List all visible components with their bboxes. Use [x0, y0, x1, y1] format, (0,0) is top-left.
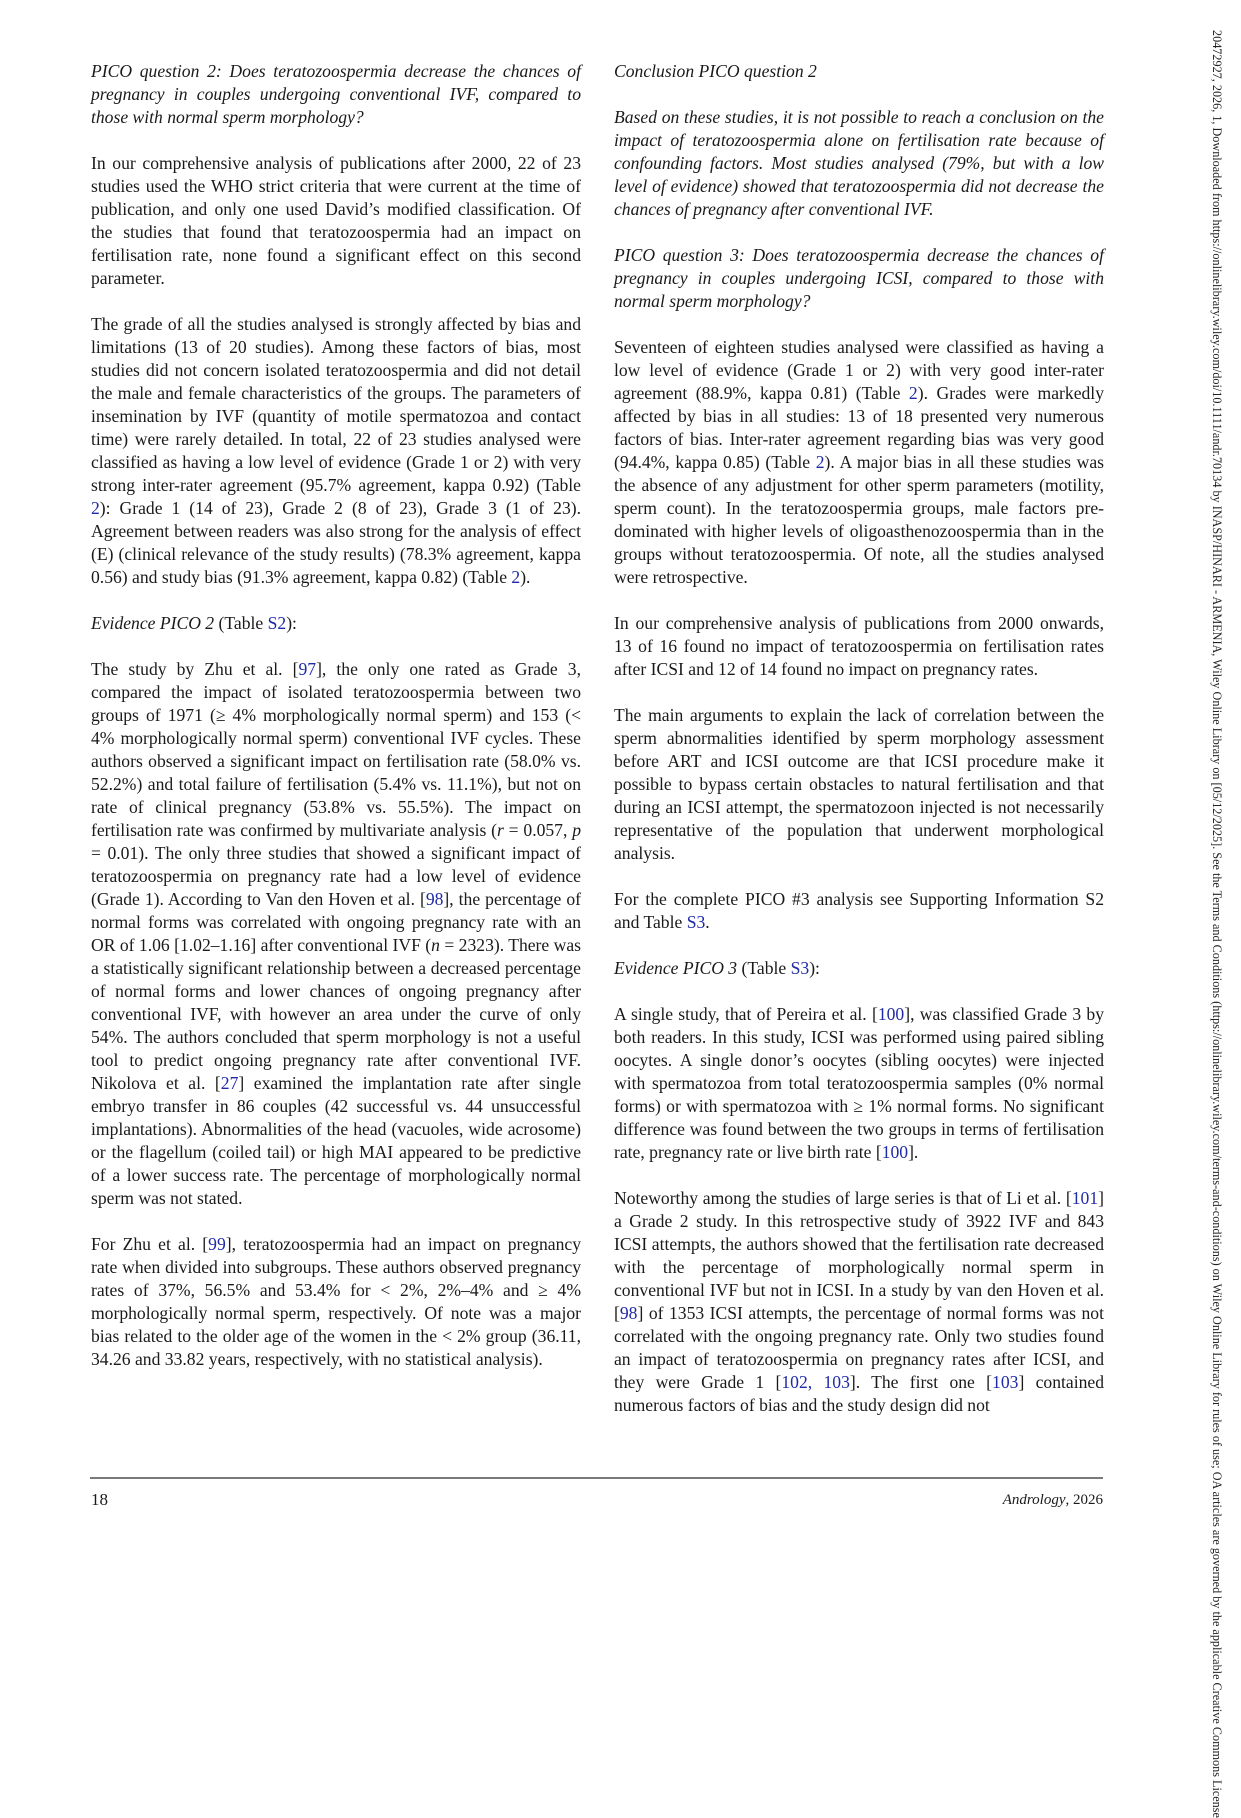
pico3-question-heading: PICO question 3: Does teratozoospermia decrease the chances of pregnancy in couples undergoing ICSI, compared to those with normal sperm morphology?	[614, 245, 1104, 311]
text: For the complete PICO #3 analysis see Supporting Information S2 and Table	[614, 889, 1104, 932]
journal-footer	[1003, 1492, 1103, 1509]
text: ):	[286, 613, 297, 633]
reference-100-link[interactable]: 100	[877, 1004, 905, 1024]
text: ] of 1353 ICSI attempts, the percentage of normal forms was not correlated with the ongoing pregnancy rate. Only two studies found an impact of teratozoospermia on pregnancy rates after ICSI, and they were Grade 1 [	[614, 1303, 1104, 1392]
table-2-link[interactable]: 2	[91, 498, 100, 518]
text: Seventeen of eighteen studies analysed were classified as having a low level of evidence (Grade 1 or 2) with very good inter-rater agreement (88.9%, kappa 0.81) (Table	[614, 337, 1104, 403]
conclusion-pico2-text: Based on these studies, it is not possible to reach a conclusion on the impact of teratozoospermia alone on fertilisation rate because of confounding factors. Most studies analysed (79%, but with a low level of evidence) showed that teratozoospermia did not decrease the chances of pregnancy after conventional IVF.	[614, 107, 1104, 219]
text: ). Grades were markedly affected by bias in all studies: 13 of 18 presented very numerous factors of bias. Inter-rater agreement regarding bias was very good (94.4%, kappa 0.85) (Table	[614, 383, 1104, 472]
table-s2-link[interactable]: S2	[267, 613, 287, 633]
variable-n: n	[431, 935, 440, 955]
text: (Table	[737, 958, 791, 978]
text: A single study, that of Pereira et al. [	[614, 1004, 878, 1024]
text: The grade of all the studies analysed is strongly affected by bias and limitations (13 of 20 studies). Among these factors of bias, most studies did not concern isolated teratozoospermia and did not detail the male and female characteristics of the groups. The parameters of insemination by IVF (quantity of motile spermatozoa and contact time) were rarely detailed. In total, 22 of 23 studies analysed were classified as having a low level of evidence (Grade 1 or 2) with very strong inter-rater agreement (95.7% agreement, kappa 0.92) (Table	[91, 314, 581, 495]
variable-p: p	[572, 820, 581, 840]
text: = 0.01). The only three studies that showed a significant impact of teratozoospermia on pregnancy rate had a low level of evidence (Grade 1). According to Van den Hoven et al. [	[91, 843, 581, 909]
table-2-link[interactable]: 2	[511, 567, 521, 587]
evidence-pico3-heading	[614, 957, 1104, 980]
paragraph-who-criteria: In our comprehensive analysis of publications after 2000, 22 of 23 studies used the WHO strict criteria that were current at the time of publication, and only one used David’s modified classification. Of the studies that found that teratozoospermia had an impact on fertilisation rate, none found a significant effect on this second parameter.	[91, 153, 581, 288]
text: ], teratozoospermia had an impact on pregnancy rate when divided into subgroups. These authors observed pregnancy rates of 37%, 56.5% and 53.4% for < 2%, 2%–4% and ≥ 4% morphologically normal sperm, respectively. Of note was a major bias related to the older age of the women in the < 2% group (36.11, 34.26 and 33.82 years, respectively, with no statistical analysis).	[91, 1234, 582, 1369]
text: ], was classified Grade 3 by both readers. In this study, ICSI was performed using paired sibling oocytes. A single donor’s oocytes (sibling oocytes) were injected with spermatozoa from total teratozoospermia samples (0% normal forms) or with spermatozoa with ≥ 1% normal forms. No significant difference was found between the two groups in terms of fertilisation rate, pregnancy rate or live birth rate [	[614, 1004, 1105, 1162]
table-2-link[interactable]: 2	[908, 383, 918, 403]
paragraph-supporting-info	[614, 888, 1104, 934]
text: = 0.057,	[503, 820, 573, 840]
text: (Table	[214, 613, 268, 633]
journal-year: , 2026	[1065, 1492, 1103, 1508]
pico2-question-heading: PICO question 2: Does teratozoospermia decrease the chances of pregnancy in couples undergoing conventional IVF, compared to those with normal sperm morphology?	[91, 61, 581, 127]
paragraph-pereira-study	[614, 1003, 1104, 1164]
download-notice-vertical: 20472927, 2026, 1, Downloaded from https://onlinelibrary.wiley.com/doi/10.1111/andr.70134 by INASP/HINARI - ARMENIA, Wiley Online Library on [05/12/2025]. See the Terms and Conditions (https://onlinelibrary.wiley.com/terms-and-conditions) on Wiley Online Library for rules of use; OA articles are governed by the applicable Creative Commons License	[1210, 30, 1224, 1818]
evidence-pico2-heading	[91, 612, 581, 635]
text: ). A major bias in all these studies was the absence of any adjustment for other sperm parameters (motility, sperm count). In the teratozoospermia groups, male factors pre-dominated with higher levels of oligoasthenozoospermia than in the groups without teratozoospermia. Of note, all the studies analysed were retrospective.	[614, 452, 1104, 587]
reference-100-link[interactable]: 100	[881, 1142, 909, 1162]
text: ]. The first one [	[849, 1372, 993, 1392]
table-s3-link[interactable]: S3	[686, 912, 706, 932]
text: ).	[520, 567, 531, 587]
reference-97-link[interactable]: 97	[298, 659, 317, 679]
paragraph-grade-bias	[91, 313, 581, 589]
text: ], the only one rated as Grade 3, compared the impact of isolated teratozoospermia between two groups of 1971 (≥ 4% morphologically normal sperm) and 153 (< 4% morphologically normal sperm) conventional IVF cycles. These authors observed a significant impact on fertilisation rate (58.0% vs. 52.2%) and total failure of fertilisation (5.4% vs. 11.1%), but not on rate of clinical pregnancy (53.8% vs. 55.5%). The impact on fertilisation rate was confirmed by multivariate analysis (	[91, 659, 581, 840]
variable-r: r	[496, 820, 504, 840]
text: ].	[908, 1142, 919, 1162]
reference-99-link[interactable]: 99	[208, 1234, 226, 1254]
evidence-title: Evidence PICO 2	[91, 613, 215, 633]
text: ] examined the implantation rate after single embryo transfer in 86 couples (42 successful vs. 44 unsuccessful implantations). Abnormalities of the head (vacuoles, wide acrosome) or the flagellum (coiled tail) or high MAI appeared to be predictive of a lower success rate. The percentage of morphologically normal sperm was not stated.	[91, 1073, 581, 1208]
reference-102-103-link[interactable]: 102, 103	[781, 1372, 850, 1392]
text: ], the percentage of normal forms was correlated with ongoing pregnancy rate with an OR of 1.06 [1.02–1.16] after conventional IVF (	[91, 889, 581, 955]
right-column	[614, 60, 1104, 1440]
table-s3-link[interactable]: S3	[790, 958, 810, 978]
paragraph-seventeen-studies	[614, 336, 1104, 589]
text: The study by Zhu et al. [	[91, 659, 299, 679]
paragraph-icsi-analysis: In our comprehensive analysis of publications from 2000 onwards, 13 of 16 found no impact of teratozoospermia on fertilisation rates after ICSI and 12 of 14 found no impact on pregnancy rates.	[614, 613, 1104, 679]
page-number: 18	[91, 1490, 108, 1509]
reference-103-link[interactable]: 103	[992, 1372, 1019, 1392]
text: ):	[809, 958, 820, 978]
text: ): Grade 1 (14 of 23), Grade 2 (8 of 23), Grade 3 (1 of 23). Agreement between readers was also strong for the analysis of effect (E) (clinical relevance of the study results) (78.3% agreement, kappa 0.56) and study bias (91.3% agreement, kappa 0.82) (Table	[91, 498, 581, 587]
reference-101-link[interactable]: 101	[1071, 1188, 1099, 1208]
conclusion-pico2-heading: Conclusion PICO question 2	[614, 61, 817, 81]
reference-98-link[interactable]: 98	[425, 889, 444, 909]
left-column	[91, 60, 581, 1394]
text: = 2323). There was a statistically significant relationship between a decreased percentage of normal forms and lower chances of ongoing pregnancy after conventional IVF, with however an area under the curve of only 54%. The authors concluded that sperm morphology is not a useful tool to predict ongoing pregnancy rate after conventional IVF. Nikolova et al. [	[91, 935, 581, 1093]
paragraph-zhu-study	[91, 658, 581, 1210]
text: Noteworthy among the studies of large series is that of Li et al. [	[614, 1188, 1072, 1208]
paragraph-main-arguments: The main arguments to explain the lack of correlation between the sperm abnormalities identified by sperm morphology assessment before ART and ICSI outcome are that ICSI procedure make it possible to bypass certain obstacles to natural fertilisation and that during an ICSI attempt, the spermatozoon injected is not necessarily representative of the population that underwent morphological analysis.	[614, 705, 1104, 863]
table-2-link[interactable]: 2	[815, 452, 825, 472]
text: ] contained numerous factors of bias and the study design did not	[614, 1372, 1105, 1415]
paragraph-large-series	[614, 1187, 1104, 1417]
text: .	[705, 912, 710, 932]
evidence-title: Evidence PICO 3	[614, 958, 738, 978]
text: ] a Grade 2 study. In this retrospective study of 3922 IVF and 843 ICSI attempts, the authors showed that the fertilisation rate decreased with the percentage of morphologically normal sperm in conventional IVF but not in ICSI. In a study by van den Hoven et al. [	[614, 1188, 1104, 1323]
paragraph-zhu-subgroups	[91, 1233, 581, 1371]
reference-98-link[interactable]: 98	[619, 1303, 638, 1323]
footer-divider	[90, 1477, 1103, 1479]
text: For Zhu et al. [	[91, 1234, 209, 1254]
journal-name: Andrology	[1002, 1492, 1066, 1508]
reference-27-link[interactable]: 27	[220, 1073, 239, 1093]
